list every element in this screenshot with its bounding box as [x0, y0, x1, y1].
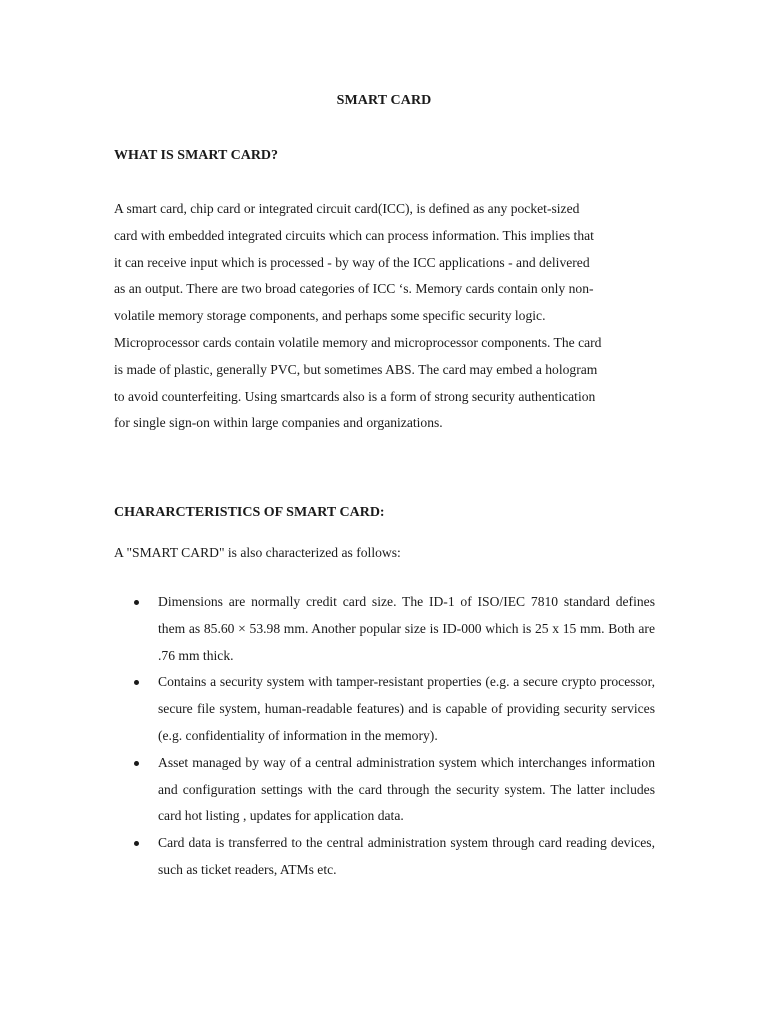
section-heading-characteristics: CHARARCTERISTICS OF SMART CARD:	[114, 505, 385, 520]
bullet-icon	[134, 600, 139, 605]
list-item-text: Asset managed by way of a central administration system which interchanges information and configuration settings with the card through the security system. The latter includes card hot listing , updates for application data.	[158, 754, 655, 824]
characteristics-intro: A "SMART CARD" is also characterized as follows:	[114, 545, 401, 560]
document-title: SMART CARD	[336, 93, 432, 108]
section-heading-what-is: WHAT IS SMART CARD?	[114, 148, 279, 163]
definition-paragraph	[114, 196, 646, 437]
list-item	[114, 669, 655, 749]
list-item	[114, 830, 655, 884]
paragraph-line: as an output. There are two broad categories of ICC ‘s. Memory cards contain only non-	[114, 281, 594, 297]
list-item-text: Contains a security system with tamper-resistant properties (e.g. a secure crypto processor, secure file system, human-readable features) and is capable of providing security services (e.g. confidentiality of information in the memory).	[158, 674, 655, 743]
paragraph-line: Microprocessor cards contain volatile memory and microprocessor components. The card	[114, 334, 602, 350]
characteristics-list	[114, 589, 655, 884]
paragraph-line: is made of plastic, generally PVC, but sometimes ABS. The card may embed a hologram	[114, 361, 598, 377]
paragraph-line: it can receive input which is processed - by way of the ICC applications - and delivered	[114, 254, 590, 270]
bullet-icon	[134, 841, 139, 846]
paragraph-line: to avoid counterfeiting. Using smartcards also is a form of strong security authentication	[114, 388, 596, 404]
list-item	[114, 750, 655, 830]
list-item-text: Card data is transferred to the central administration system through card reading devices, such as ticket readers, ATMs etc.	[158, 835, 655, 877]
paragraph-line: for single sign-on within large companies and organizations.	[114, 415, 443, 431]
list-item-text: Dimensions are normally credit card size. The ID-1 of ISO/IEC 7810 standard defines them as 85.60 × 53.98 mm. Another popular size is ID-000 which is 25 x 15 mm. Both are .76 mm thick.	[158, 594, 655, 663]
paragraph-line: A smart card, chip card or integrated circuit card(ICC), is defined as any pocket-sized	[114, 201, 580, 216]
list-item	[114, 589, 655, 669]
bullet-icon	[134, 761, 139, 766]
paragraph-line: volatile memory storage components, and perhaps some specific security logic.	[114, 308, 546, 324]
bullet-icon	[134, 680, 139, 685]
paragraph-line: card with embedded integrated circuits which can process information. This implies that	[114, 227, 594, 243]
